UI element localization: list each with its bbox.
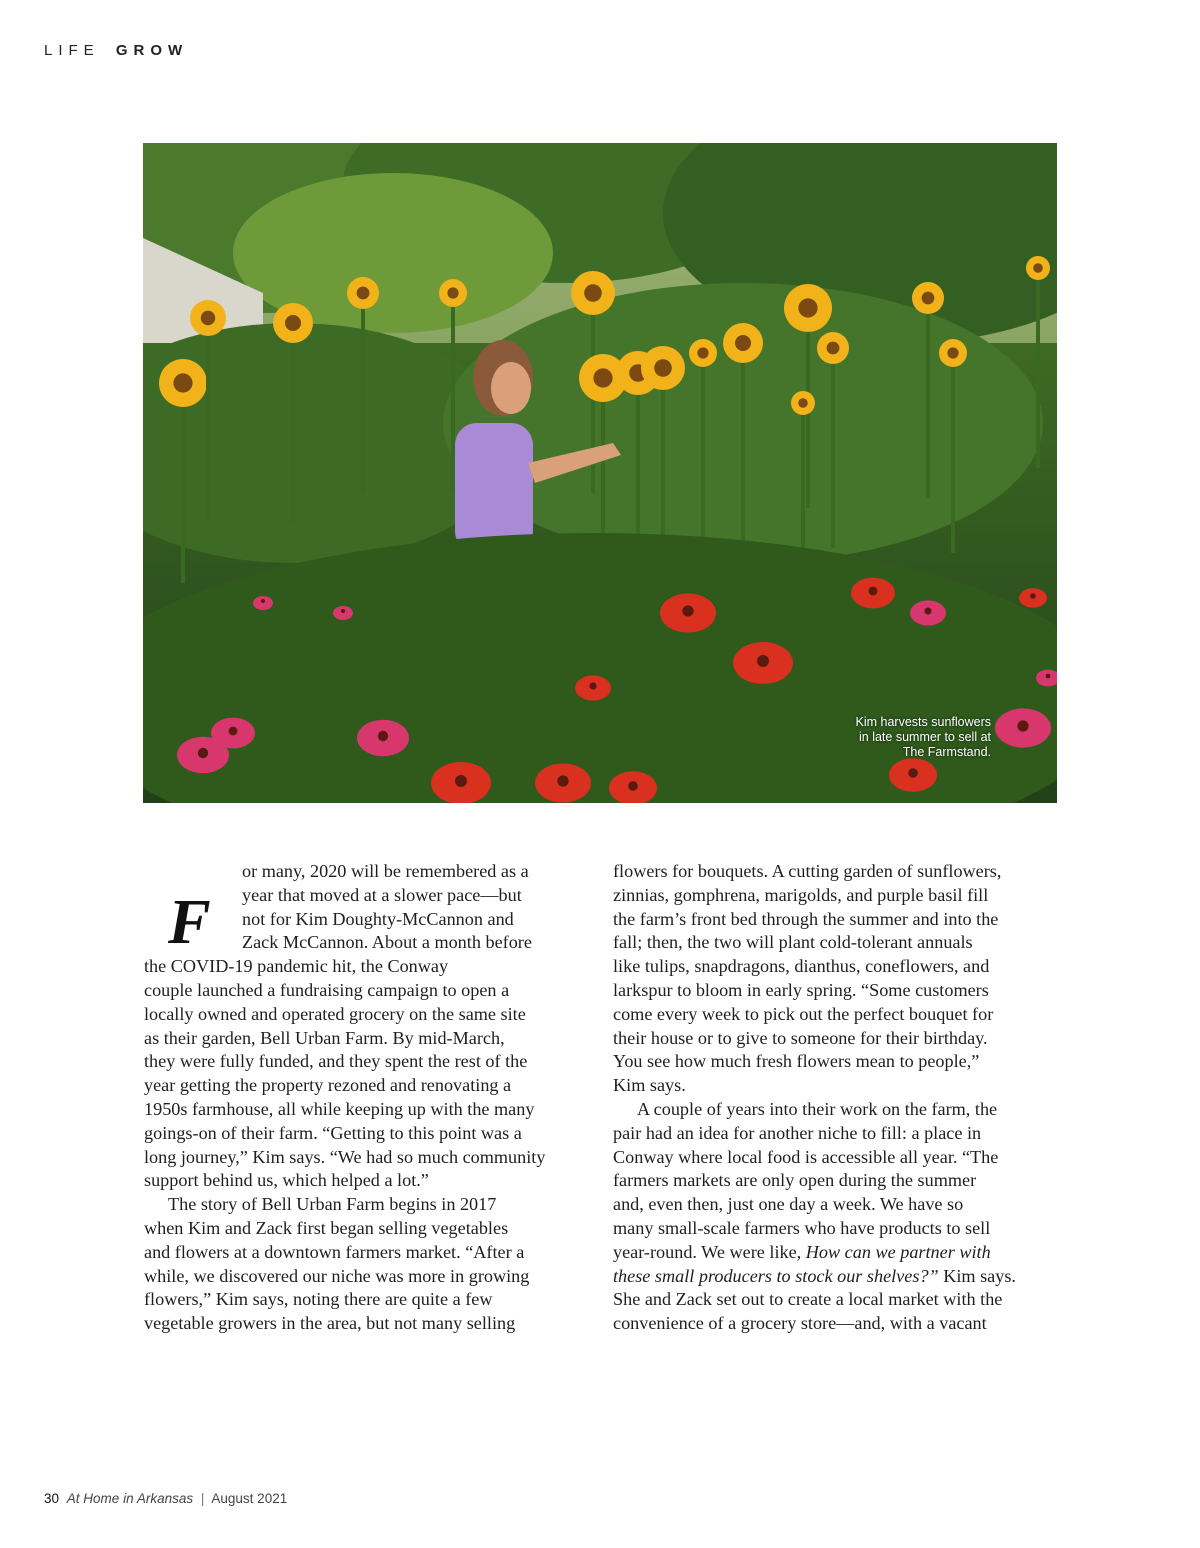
section-header: [44, 42, 188, 59]
text-line: Conway where local food is accessible all year. “The: [613, 1146, 999, 1167]
zinnia-icon: [733, 642, 793, 684]
text-line: You see how much fresh flowers mean to people,”: [613, 1051, 980, 1072]
caption-line: Kim harvests sunflowers: [855, 715, 991, 729]
text-line: like tulips, snapdragons, dianthus, coneflowers, and: [613, 956, 990, 977]
page-footer: [44, 1491, 287, 1506]
text-line: Zack McCannon. About a month before: [242, 932, 532, 953]
text-line: pair had an idea for another niche to fill: a place in: [613, 1122, 982, 1143]
text-line: A couple of years into their work on the farm, the: [637, 1098, 998, 1119]
text-line: not for Kim Doughty-McCannon and: [242, 908, 514, 929]
text-line: The story of Bell Urban Farm begins in 2017: [168, 1194, 497, 1215]
text-line: or many, 2020 will be remembered as a: [242, 861, 529, 881]
zinnia-icon: [333, 606, 353, 620]
text-line: as their garden, Bell Urban Farm. By mid-March,: [144, 1027, 505, 1048]
text-line: the COVID-19 pandemic hit, the Conway: [144, 956, 449, 977]
photo-caption: [791, 715, 991, 760]
section-label: LIFE: [44, 42, 100, 59]
text-line: She and Zack set out to create a local market with the: [613, 1289, 1003, 1310]
article-column-left: [144, 860, 590, 1336]
article-paragraph: [144, 1193, 590, 1336]
text-line: convenience of a grocery store—and, with a vacant: [613, 1313, 987, 1334]
section-subsection: GROW: [115, 42, 189, 59]
zinnia-icon: [431, 762, 491, 803]
text-line: many small-scale farmers who have products to sell: [613, 1217, 991, 1238]
zinnia-icon: [889, 758, 937, 792]
zinnia-icon: [253, 596, 273, 610]
text-line: farmers markets are only open during the summer: [613, 1170, 977, 1191]
text-line: [613, 1265, 1059, 1289]
text-line: long journey,” Kim says. “We had so much community: [144, 1146, 546, 1167]
zinnia-icon: [910, 600, 946, 625]
text-line: 1950s farmhouse, all while keeping up with the many: [144, 1098, 535, 1119]
text-line: Kim says.: [613, 1075, 686, 1096]
zinnia-icon: [575, 675, 611, 700]
zinnia-icon: [1019, 588, 1047, 608]
text-line: flowers,” Kim says, noting there are quite a few: [144, 1289, 493, 1310]
zinnia-icon: [357, 720, 409, 756]
article-paragraph: [613, 1098, 1059, 1336]
text-line: zinnias, gomphrena, marigolds, and purple basil fill: [613, 884, 989, 905]
article-column-right: [613, 860, 1059, 1336]
text-line: couple launched a fundraising campaign to open a: [144, 979, 510, 1000]
zinnia-icon: [995, 708, 1051, 747]
text-line: fall; then, the two will plant cold-tolerant annuals: [613, 932, 973, 953]
page-number: 30: [44, 1491, 60, 1506]
caption-line: in late summer to sell at: [859, 730, 991, 744]
text-line: [613, 1241, 1059, 1265]
text-line: support behind us, which helped a lot.”: [144, 1170, 429, 1191]
article-paragraph: [613, 860, 1059, 1098]
footer-separator: |: [200, 1491, 205, 1506]
garden-photo-illustration: [143, 143, 1057, 803]
publication-name: At Home in Arkansas: [66, 1491, 194, 1506]
text-line: they were fully funded, and they spent the rest of the: [144, 1051, 528, 1072]
text-line: goings-on of their farm. “Getting to this point was a: [144, 1122, 522, 1143]
text-line: year getting the property rezoned and renovating a: [144, 1075, 512, 1096]
zinnia-icon: [660, 593, 716, 632]
feature-photo: [143, 143, 1057, 803]
text-line: while, we discovered our niche was more in growing: [144, 1265, 530, 1286]
text-line: and, even then, just one day a week. We have so: [613, 1194, 964, 1215]
text-line: vegetable growers in the area, but not many selling: [144, 1313, 516, 1334]
zinnia-icon: [211, 718, 255, 749]
text-line: flowers for bouquets. A cutting garden of sunflowers,: [613, 861, 1002, 881]
zinnia-icon: [851, 578, 895, 609]
text-line: come every week to pick out the perfect bouquet for: [613, 1003, 994, 1024]
text-line: and flowers at a downtown farmers market. “After a: [144, 1241, 525, 1262]
drop-cap: F: [168, 886, 211, 957]
text-line: the farm’s front bed through the summer and into the: [613, 908, 999, 929]
text-fragment: Kim says.: [938, 1265, 1016, 1286]
zinnia-icon: [535, 763, 591, 802]
text-fragment: year-round. We were like,: [613, 1241, 802, 1262]
text-line: locally owned and operated grocery on the same site: [144, 1003, 526, 1024]
text-line: their house or to give to someone for their birthday.: [613, 1027, 988, 1048]
caption-line: The Farmstand.: [902, 745, 991, 759]
issue-date: August 2021: [211, 1491, 288, 1506]
text-line: larkspur to bloom in early spring. “Some customers: [613, 979, 989, 1000]
quoted-thought: these small producers to stock our shelves?”: [613, 1265, 939, 1286]
text-line: when Kim and Zack first began selling vegetables: [144, 1217, 509, 1238]
quoted-thought: How can we partner with: [805, 1241, 991, 1262]
text-line: year that moved at a slower pace—but: [242, 884, 522, 905]
